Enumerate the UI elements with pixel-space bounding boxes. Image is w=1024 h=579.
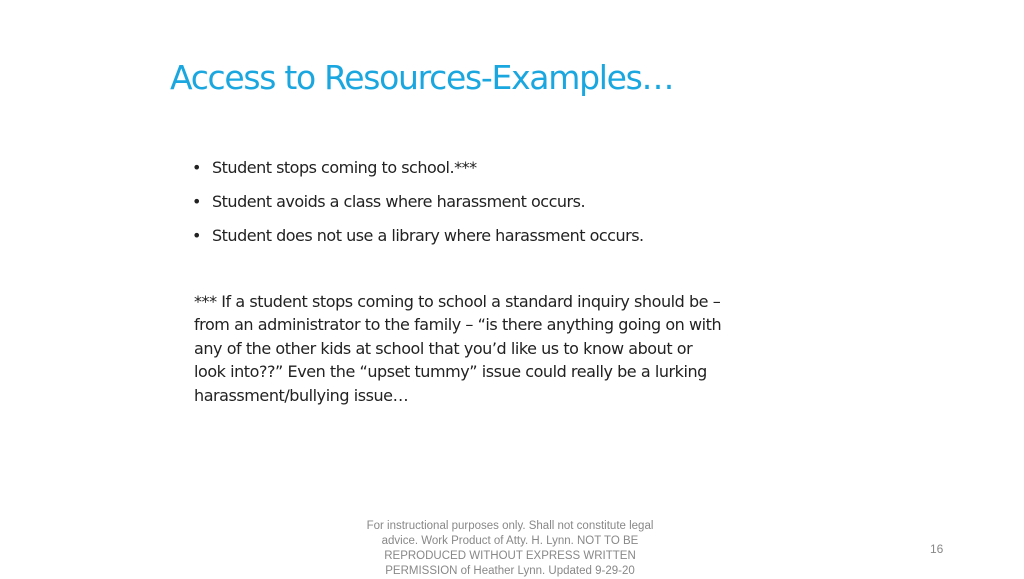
bullet-item bbox=[192, 156, 644, 190]
note-line: *** If a student stops coming to school a standard inquiry should be – bbox=[194, 292, 721, 311]
footer-line: advice. Work Product of Atty. H. Lynn. NOT TO BE bbox=[381, 535, 639, 547]
bullet-text: Student stops coming to school.*** bbox=[212, 158, 477, 177]
bullet-list bbox=[192, 156, 644, 258]
page-number: 16 bbox=[930, 542, 944, 556]
bullet-text: Student does not use a library where harassment occurs. bbox=[212, 226, 644, 245]
slide-title: Access to Resources-Examples… bbox=[170, 58, 674, 97]
footer-line: REPRODUCED WITHOUT EXPRESS WRITTEN bbox=[384, 550, 636, 562]
note-line: harassment/bullying issue… bbox=[194, 385, 409, 405]
bullet-text: Student avoids a class where harassment occurs. bbox=[212, 192, 586, 211]
note-line: look into??” Even the “upset tummy” issue could really be a lurking bbox=[194, 362, 707, 382]
bullet-icon: • bbox=[192, 158, 201, 177]
note-line: any of the other kids at school that you’d like us to know about or bbox=[194, 338, 693, 358]
footer-disclaimer bbox=[330, 519, 690, 579]
bullet-icon: • bbox=[192, 226, 201, 245]
footer-line: PERMISSION of Heather Lynn. Updated 9-29-20 bbox=[385, 565, 635, 577]
bullet-item bbox=[192, 224, 644, 258]
note-paragraph bbox=[194, 290, 834, 407]
note-line: from an administrator to the family – “is there anything going on with bbox=[194, 315, 722, 335]
bullet-icon: • bbox=[192, 192, 201, 211]
bullet-item bbox=[192, 190, 644, 224]
footer-line: For instructional purposes only. Shall not constitute legal bbox=[366, 520, 654, 532]
